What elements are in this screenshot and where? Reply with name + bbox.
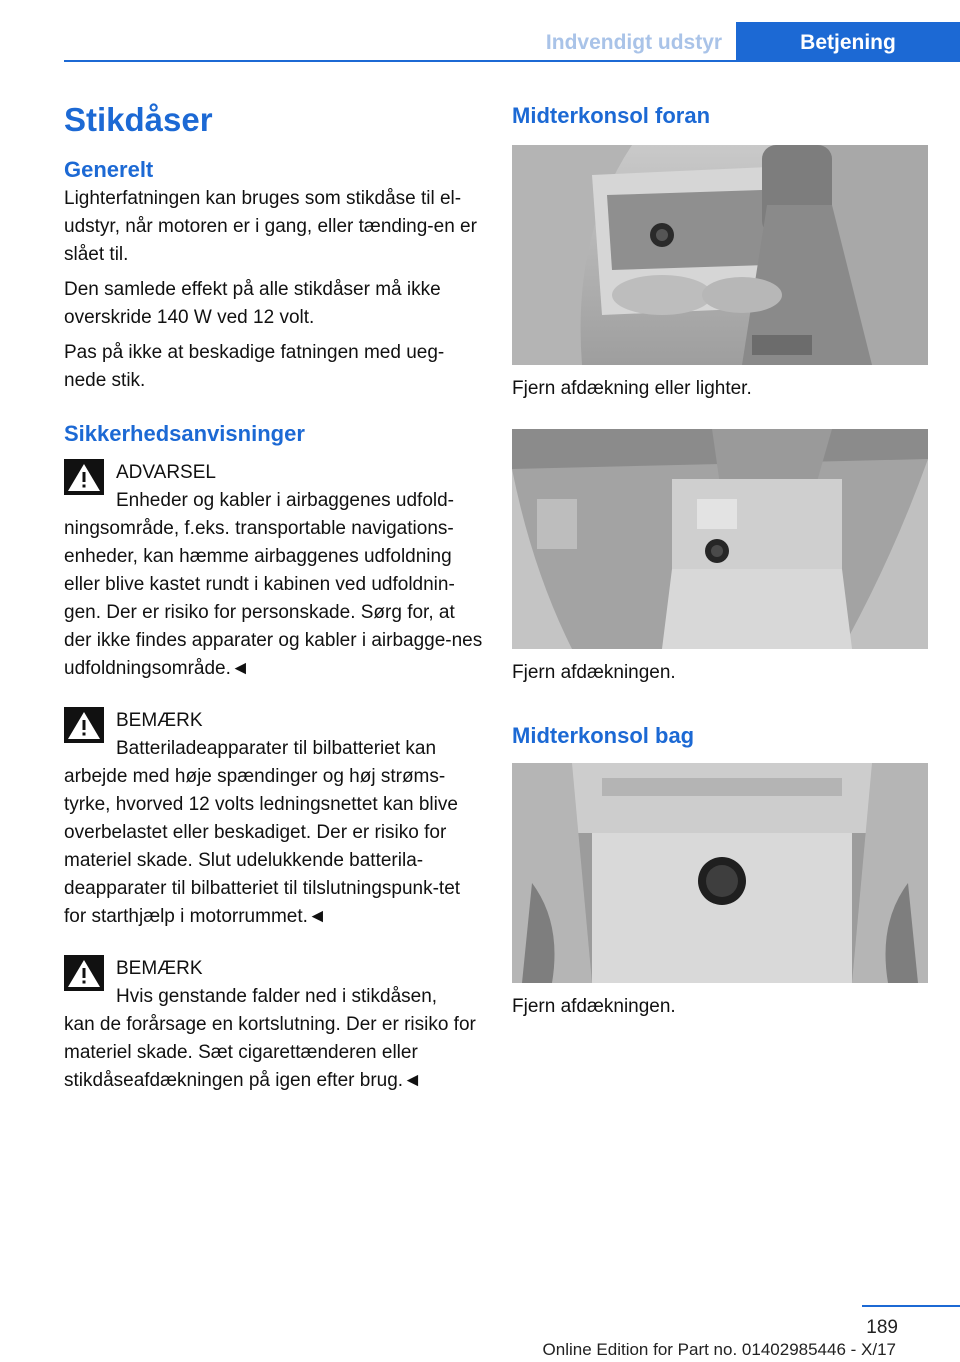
warning-block-2	[64, 707, 484, 931]
warning-label: BEMÆRK	[116, 710, 203, 731]
page-title: Stikdåser	[64, 101, 213, 138]
paragraph-generelt-2: Den samlede effekt på alle stikdåser må ikke overskride 140 W ved 12 volt.	[64, 279, 441, 328]
page-number: 189	[866, 1317, 898, 1338]
header-chapter-tab: Betjening	[736, 22, 960, 62]
warning-label: BEMÆRK	[116, 958, 203, 979]
header-rule	[64, 60, 960, 62]
warning-triangle-icon	[64, 707, 104, 743]
warning-label: ADVARSEL	[116, 462, 216, 483]
heading-rear-console: Midterkonsol bag	[512, 723, 695, 748]
warning-triangle-icon	[64, 955, 104, 991]
heading-safety: Sikkerhedsanvisninger	[64, 421, 305, 446]
footer-edition: Online Edition for Part no. 01402985446 - X/17	[542, 1340, 896, 1359]
paragraph-generelt-1: Lighterfatningen kan bruges som stikdåse til el-udstyr, når motoren er i gang, eller tænding-en er slået til.	[64, 188, 477, 265]
left-column	[64, 95, 484, 1095]
warning-body-text: arbejde med høje spændinger og høj strøms-tyrke, hvorved 12 volts ledningsnettet kan blive overbelastet eller beskadiget. Der er risiko for materiel skade. Slut udelukkende batterila-deapparater til bilbatteriet til tilslutningspunk-tet for starthjælp i motorrummet.◄	[64, 766, 461, 927]
caption-front-1: Fjern afdækning eller lighter.	[512, 378, 752, 399]
heading-generelt: Generelt	[64, 157, 154, 182]
paragraph-generelt-3: Pas på ikke at beskadige fatningen med ueg-nede stik.	[64, 342, 445, 391]
photo-armrest-socket	[512, 429, 928, 649]
warning-lead-text: Hvis genstande falder ned i stikdåsen,	[116, 986, 438, 1007]
warning-block-3	[64, 955, 484, 1095]
heading-front-console: Midterkonsol foran	[512, 103, 711, 128]
warning-triangle-icon	[64, 459, 104, 495]
warning-body-text: ningsområde, f.eks. transportable navigations-enheder, kan hæmme airbaggenes udfoldning eller blive kastet rundt i kabinen ved udfoldnin-gen. Der er risiko for personskade. Sørg for, at der ikke findes apparater og kabler i airbagge-nes udfoldningsområde.◄	[64, 518, 483, 679]
caption-rear: Fjern afdækningen.	[512, 996, 676, 1017]
footer-rule	[862, 1305, 960, 1307]
photo-front-console-socket	[512, 145, 928, 365]
caption-front-2: Fjern afdækningen.	[512, 662, 676, 683]
warning-lead-text: Enheder og kabler i airbaggenes udfold-	[116, 490, 455, 511]
warning-body-text: kan de forårsage en kortslutning. Der er risiko for materiel skade. Sæt cigarettænderen eller stikdåseafdækningen på igen efter brug.◄	[64, 1014, 476, 1091]
warning-lead-text: Batteriladeapparater til bilbatteriet kan	[116, 738, 437, 759]
right-column	[512, 95, 928, 1021]
warning-block-1	[64, 459, 484, 683]
photo-rear-console-socket	[512, 763, 928, 983]
header-section-tab: Indvendigt udstyr	[545, 31, 723, 54]
